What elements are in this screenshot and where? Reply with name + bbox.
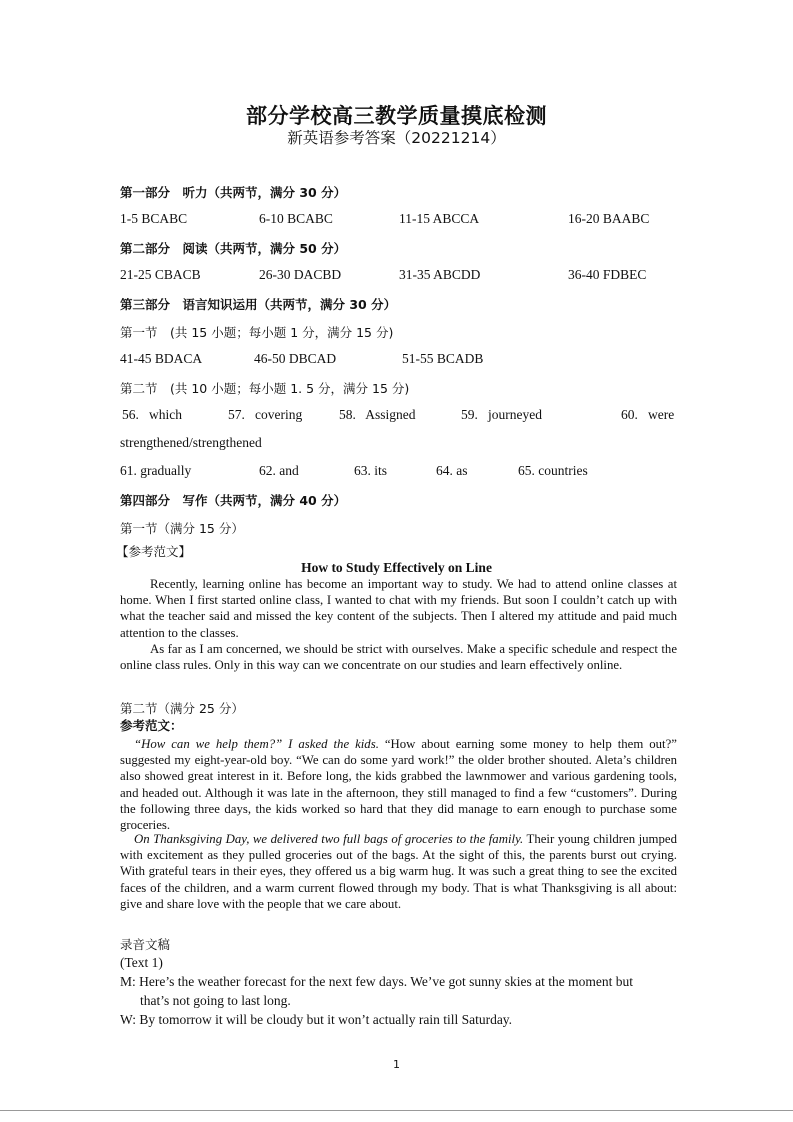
part4-sec2-heading: 第二节（满分 25 分） — [120, 701, 244, 716]
reference-label: 参考范文： — [120, 718, 183, 733]
essay-paragraph: Recently, learning online has become an important way to study. We had to attend online classes at home. When I first started online class, I wanted to chat with my friends. But soon I couldn’t catch up with what the teacher said and missed the key content of the subjects. Then I altered my attitude and paid much attention to the classes. — [120, 577, 677, 640]
answer-item: 65. countries — [518, 463, 588, 478]
answer-group: 46-50 DBCAD — [254, 351, 337, 366]
text-label: (Text 1) — [120, 955, 163, 970]
answer-group: 31-35 ABCDD — [399, 267, 481, 282]
answer-item: 62. and — [259, 463, 299, 478]
part3-heading: 第三部分 语言知识运用（共两节，满分 30 分） — [120, 297, 397, 312]
answer-item: 59. journeyed — [461, 407, 542, 422]
transcript-heading: 录音文稿 — [120, 937, 171, 952]
part2-heading: 第二部分 阅读（共两节，满分 50 分） — [120, 241, 347, 256]
answer-group: 26-30 DACBD — [259, 267, 342, 282]
answer-item: 61. gradually — [120, 463, 192, 478]
dialog-line-m-cont: that’s not going to last long. — [140, 993, 291, 1008]
page-number: 1 — [393, 1058, 400, 1071]
answer-group: 16-20 BAABC — [568, 211, 650, 226]
part3-sec1-heading: 第一节 (共 15 小题；每小题 1 分，满分 15 分) — [120, 325, 394, 340]
answer-group: 41-45 BDACA — [120, 351, 203, 366]
part4-sec1-heading: 第一节（满分 15 分） — [120, 521, 244, 536]
dialog-line-m: M: Here’s the weather forecast for the next few days. We’ve got sunny skies at the moment but — [120, 974, 634, 989]
answer-item: 56. which — [122, 407, 182, 422]
page-title: 部分学校高三教学质量摸底检测 — [246, 104, 547, 128]
answer-item: 63. its — [354, 463, 388, 478]
answer-group: 21-25 CBACB — [120, 267, 201, 282]
dialog-line-w: W: By tomorrow it will be cloudy but it won’t actually rain till Saturday. — [120, 1012, 513, 1027]
answer-group: 51-55 BCADB — [402, 351, 484, 366]
page-bottom-rule — [0, 1110, 793, 1111]
answer-item: 58. Assigned — [339, 407, 416, 422]
answer-group: 6-10 BCABC — [259, 211, 333, 226]
page-subtitle: 新英语参考答案（20221214） — [287, 129, 506, 147]
answer-item-continued: strengthened/strengthened — [120, 435, 262, 450]
part1-heading: 第一部分 听力（共两节，满分 30 分） — [120, 185, 347, 200]
answer-item: 64. as — [436, 463, 468, 478]
reference-label: 【参考范文】 — [116, 544, 192, 559]
dialog-block — [120, 972, 675, 1029]
part4-heading: 第四部分 写作（共两节，满分 40 分） — [120, 493, 347, 508]
story-paragraph: On Thanksgiving Day, we delivered two full bags of groceries to the family. Their young children jumped with excitement as they pulled groceries out of the bags. At the sight of this, the parents burst out crying. With grateful tears in their eyes, they offered us a big warm hug. It was such a great thing to see the excited faces of the children, and a warm current flowed through my body. That is what Thanksgiving is all about: give and share love with the people that we care about. — [120, 832, 677, 911]
story-paragraph: “How can we help them?” I asked the kids. “How about earning some money to help them out?” suggested my eight-year-old boy. “We can do some yard work!” the older brother shouted. Aleta’s children also showed great interest in it. Before long, the kids grabbed the lawnmower and various gardening tools, and headed out. Although it was late in the afternoon, they still managed to find a few “customers”. During the following three days, the kids worked so hard that they did manage to earn enough to purchase some groceries. — [120, 737, 677, 833]
answer-group: 36-40 FDBEC — [568, 267, 647, 282]
part3-sec2-heading: 第二节 (共 10 小题；每小题 1. 5 分，满分 15 分) — [120, 381, 410, 396]
answer-group: 1-5 BCABC — [120, 211, 188, 226]
answer-item: 57. covering — [228, 407, 303, 422]
answer-item: 60. were — [621, 407, 675, 422]
essay-title: How to Study Effectively on Line — [301, 560, 492, 575]
essay-paragraph: As far as I am concerned, we should be strict with ourselves. Make a specific schedule and respect the online class rules. Only in this way can we concentrate on our studies and learn effectively online. — [120, 642, 677, 673]
answer-group: 11-15 ABCCA — [399, 211, 480, 226]
